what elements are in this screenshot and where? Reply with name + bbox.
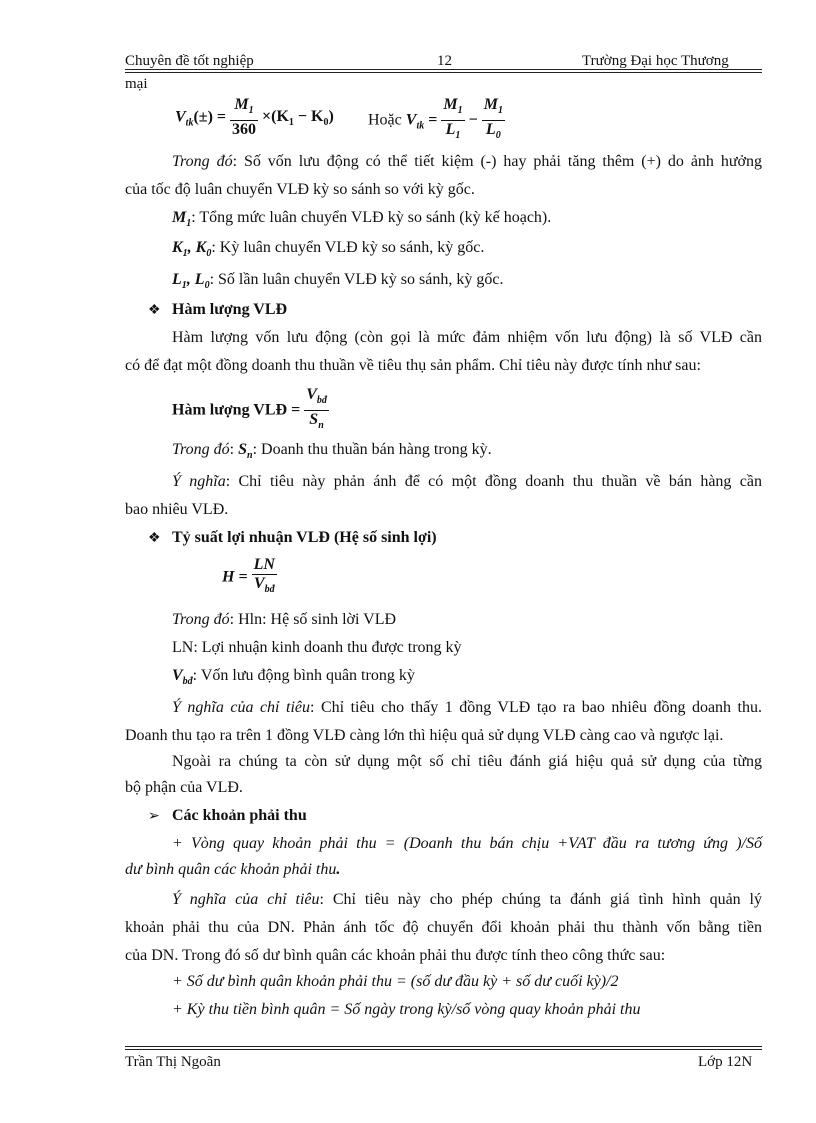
section-title-ham-luong: Hàm lượng VLĐ: [172, 301, 288, 318]
footer-rule-thin: [125, 1049, 762, 1050]
sec2-vbd: $V_{bđ}$: Vốn lưu động bình quân trong kỳ: [172, 667, 415, 688]
sec3-formula2: + Số dư bình quân khoản phải thu = (số dư đầu kỳ + số dư cuối kỳ)/2: [172, 973, 619, 990]
para1-line1: Trong đó: Số vốn lưu động có thể tiết kiệm (-) hay phải tăng thêm (+) do ảnh hưởng: [172, 153, 762, 170]
footer-rule: [125, 1046, 762, 1047]
sec3-meaning-line2: khoản phải thu của DN. Phản ánh tốc độ chuyển đổi khoản phải thu thành vốn bằng tiền: [125, 919, 762, 936]
sec1-line1: Hàm lượng vốn lưu động (còn gọi là mức đảm nhiệm vốn lưu động) là số VLĐ cần: [172, 329, 762, 346]
sec2-other-line2: bộ phận của VLĐ.: [125, 779, 243, 796]
sec3-formula1-line1: + Vòng quay khoản phải thu = (Doanh thu bán chịu +VAT đầu ra tương ứng )/Số: [172, 835, 762, 852]
sec1-meaning-line1: Ý nghĩa: Chỉ tiêu này phản ánh để có một đồng doanh thu thuần về bán hàng cần: [172, 473, 762, 490]
sec3-meaning-line3: của DN. Trong đó số dư bình quân các khoản phải thu được tính theo công thức sau:: [125, 947, 666, 964]
formula-vtk-alt: Hoặc $V_{tk}$ = $\frac{M_1}{L_1}$ − $\frac{M_1}{L_0}$: [368, 96, 503, 142]
sec2-ln: LN: Lợi nhuận kinh doanh thu được trong kỳ: [172, 639, 462, 656]
header-left: Chuyên đề tốt nghiệp: [125, 53, 254, 69]
sec3-meaning-line1: Ý nghĩa của chỉ tiêu: Chỉ tiêu này cho phép chúng ta đánh giá tình hình quản lý: [172, 891, 763, 908]
sec2-where: Trong đó: Hln: Hệ số sinh lời VLĐ: [172, 611, 397, 628]
sec1-line2: có để đạt một đồng doanh thu thuần về tiêu thụ sản phẩm. Chỉ tiêu này được tính như sau:: [125, 357, 701, 374]
diamond-bullet-icon: ❖: [148, 531, 161, 546]
sec3-formula1-line2: dư bình quân các khoản phải thu.: [125, 861, 341, 878]
section-title-ty-suat: Tỷ suất lợi nhuận VLĐ (Hệ số sinh lợi): [172, 529, 437, 546]
formula-h: H = $\frac{LN}{V_{bđ}}$: [222, 556, 275, 596]
def-k1k0: $K_1$, $K_0$: Kỳ luân chuyển VLĐ kỳ so sánh, kỳ gốc.: [172, 239, 485, 260]
header-wrap: mại: [125, 76, 148, 92]
header-page-number: 12: [437, 53, 452, 69]
para1-line2: của tốc độ luân chuyển VLĐ kỳ so sánh so với kỳ gốc.: [125, 181, 475, 198]
section-title-khoan-phai-thu: Các khoản phải thu: [172, 807, 307, 824]
footer-class: Lớp 12N: [698, 1054, 753, 1070]
def-l1l0: $L_1$, $L_0$: Số lần luân chuyển VLĐ kỳ so sánh, kỳ gốc.: [172, 271, 504, 292]
sec2-meaning-line2: Doanh thu tạo ra trên 1 đồng VLĐ càng lớn thì hiệu quả sử dụng VLĐ càng cao và ngược lại.: [125, 727, 724, 744]
sec1-where: Trong đó: $S_n$: Doanh thu thuần bán hàng trong kỳ.: [172, 441, 492, 462]
sec2-meaning-line1: Ý nghĩa của chỉ tiêu: Chỉ tiêu cho thấy 1 đồng VLĐ tạo ra bao nhiêu đồng doanh thu.: [172, 699, 763, 716]
formula-ham-luong: Hàm lượng VLĐ = $\frac{V_{bđ}}{S_n}$: [172, 386, 327, 432]
sec3-formula3: + Kỳ thu tiền bình quân = Số ngày trong kỳ/số vòng quay khoản phải thu: [172, 1001, 641, 1018]
arrow-bullet-icon: ➢: [148, 809, 160, 824]
def-m1: $M_1$: Tổng mức luân chuyển VLĐ kỳ so sánh (kỳ kế hoạch).: [172, 209, 552, 230]
sec2-other-line1: Ngoài ra chúng ta còn sử dụng một số chỉ tiêu đánh giá hiệu quả sử dụng của từng: [172, 753, 762, 770]
diamond-bullet-icon: ❖: [148, 303, 161, 318]
header-rule-thin: [125, 72, 762, 73]
sec1-meaning-line2: bao nhiêu VLĐ.: [125, 501, 229, 518]
formula-vtk: $V_{tk}(\pm)$ = $\frac{M_1}{360}$ $\times(K_1 - K_0)$: [175, 96, 334, 139]
header-right: Trường Đại học Thương: [582, 53, 729, 69]
footer-author: Trần Thị Ngoãn: [125, 1054, 221, 1070]
header-rule: [125, 69, 762, 70]
